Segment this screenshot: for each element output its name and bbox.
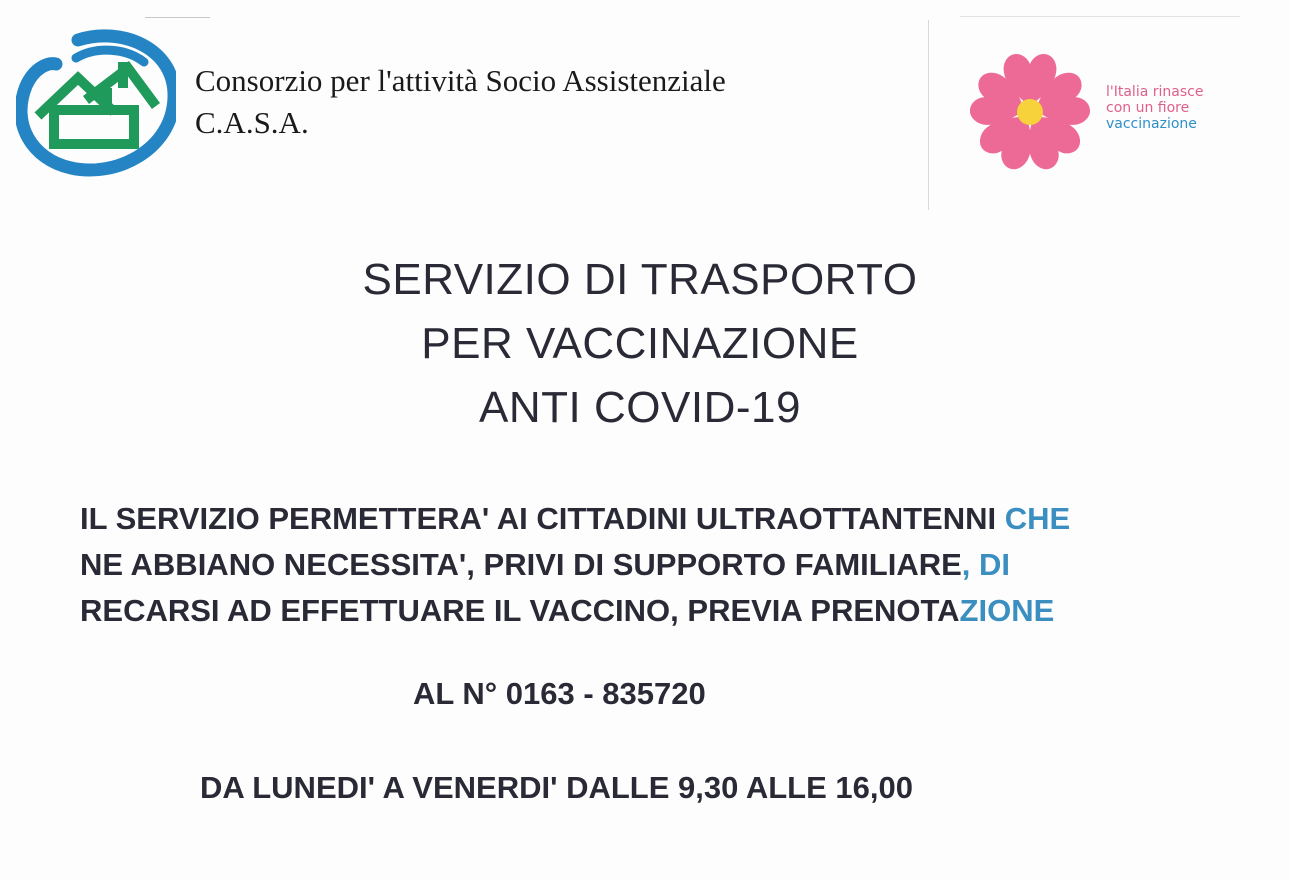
description-line3-accent: ZIONE xyxy=(959,593,1055,628)
scan-line-top xyxy=(145,17,210,18)
title-line2: PER VACCINAZIONE xyxy=(421,319,859,368)
house-ring-icon xyxy=(16,28,176,178)
casa-logo xyxy=(16,28,176,178)
booking-phone-number: AL N° 0163 - 835720 xyxy=(413,676,706,711)
vaccination-campaign-logo xyxy=(955,44,1105,184)
campaign-slogan-line1: l'Italia rinasce xyxy=(1106,84,1204,100)
scan-line-corner xyxy=(960,16,1240,17)
primula-flower-icon xyxy=(955,44,1105,184)
description-line2-accent: , DI xyxy=(961,547,1011,582)
description-line2 xyxy=(80,542,1260,588)
title-line3: ANTI COVID-19 xyxy=(479,383,801,432)
org-name-line1: Consorzio per l'attività Socio Assistenziale xyxy=(195,63,726,98)
notice-title xyxy=(0,248,1280,440)
campaign-slogan-line2: con un fiore xyxy=(1106,100,1190,116)
service-description xyxy=(80,496,1260,634)
booking-hours: DA LUNEDI' A VENERDI' DALLE 9,30 ALLE 16,00 xyxy=(200,770,913,805)
description-line1-accent: CHE xyxy=(1004,501,1071,536)
scan-line-divider xyxy=(928,20,929,210)
campaign-slogan-line3: vaccinazione xyxy=(1106,116,1197,132)
org-name-line2: C.A.S.A. xyxy=(195,105,309,140)
campaign-slogan xyxy=(1106,84,1203,132)
title-line1: SERVIZIO DI TRASPORTO xyxy=(362,255,918,304)
description-line3-main: RECARSI AD EFFETTUARE IL VACCINO, PREVIA PRENOTA xyxy=(80,593,960,628)
organization-name xyxy=(195,60,726,144)
description-line1 xyxy=(80,496,1260,542)
description-line2-main: NE ABBIANO NECESSITA', PRIVI DI SUPPORTO FAMILIARE xyxy=(80,547,962,582)
description-line3 xyxy=(80,588,1260,634)
description-line1-main: IL SERVIZIO PERMETTERA' AI CITTADINI ULTRAOTTANTENNI xyxy=(80,501,1005,536)
